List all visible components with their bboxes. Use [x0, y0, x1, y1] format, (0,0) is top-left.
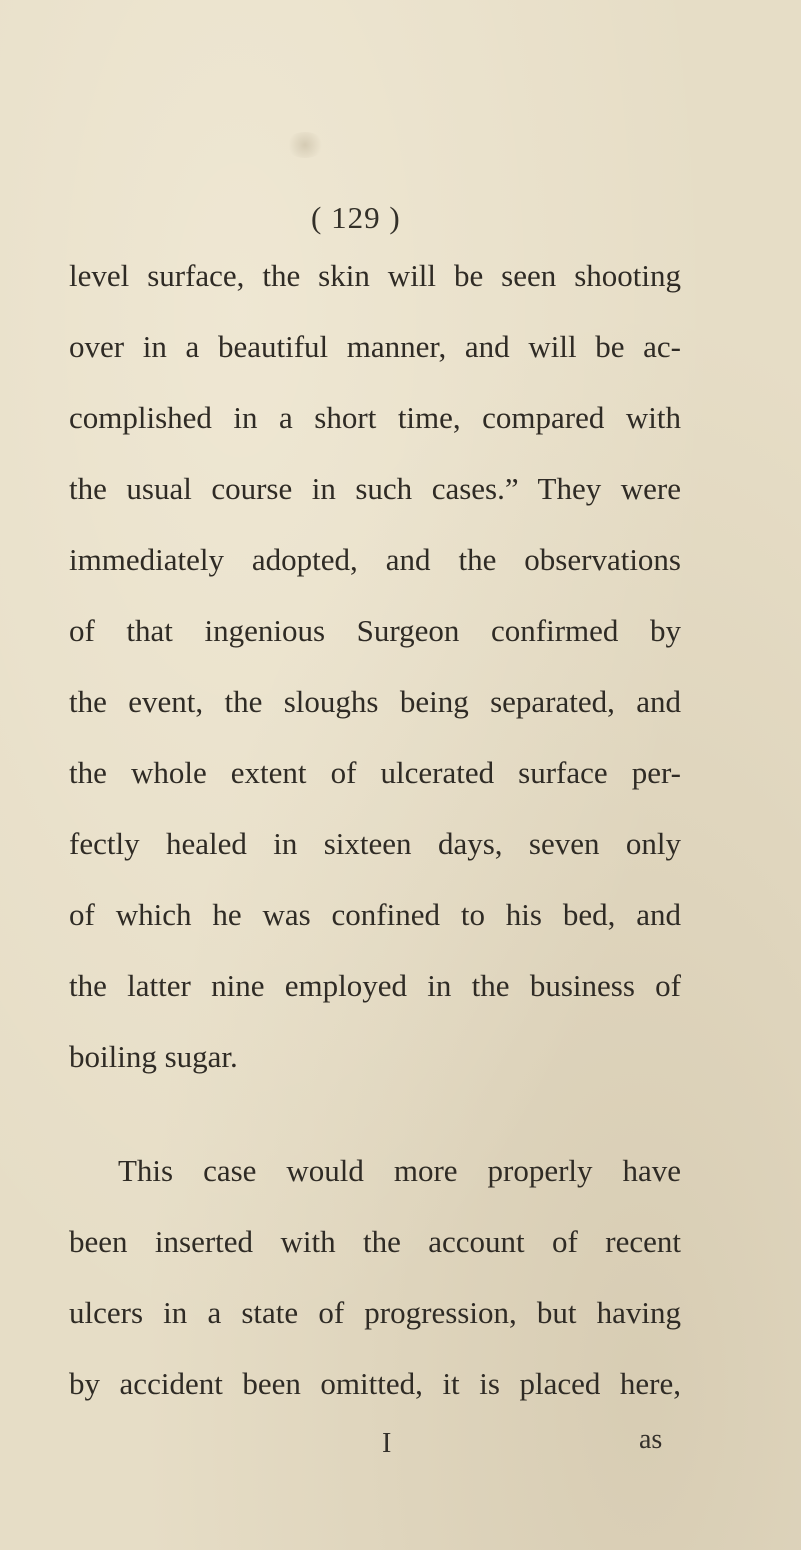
text-line: of which he was confined to his bed, and — [69, 897, 681, 932]
text-line: complished in a short time, compared with — [69, 400, 681, 435]
paper-stain — [285, 132, 325, 158]
text-line: This case would more properly have — [118, 1153, 681, 1188]
text-line: the latter nine employed in the business of — [69, 968, 681, 1003]
text-line: of that ingenious Surgeon confirmed by — [69, 613, 681, 648]
text-line: over in a beautiful manner, and will be ac- — [69, 329, 681, 364]
text-line: by accident been omitted, it is placed here, — [69, 1366, 681, 1401]
text-line: the usual course in such cases.” They were — [69, 471, 681, 506]
text-line: level surface, the skin will be seen shooting — [69, 258, 681, 293]
catchword: as — [639, 1424, 663, 1455]
page-number: ( 129 ) — [311, 200, 401, 235]
text-line: the whole extent of ulcerated surface per- — [69, 755, 681, 790]
signature-mark: I — [382, 1428, 392, 1459]
text-line: the event, the sloughs being separated, and — [69, 684, 681, 719]
text-line: ulcers in a state of progression, but having — [69, 1295, 681, 1330]
text-line: been inserted with the account of recent — [69, 1224, 681, 1259]
text-line: fectly healed in sixteen days, seven only — [69, 826, 681, 861]
text-line: boiling sugar. — [69, 1039, 238, 1074]
text-line: immediately adopted, and the observations — [69, 542, 681, 577]
